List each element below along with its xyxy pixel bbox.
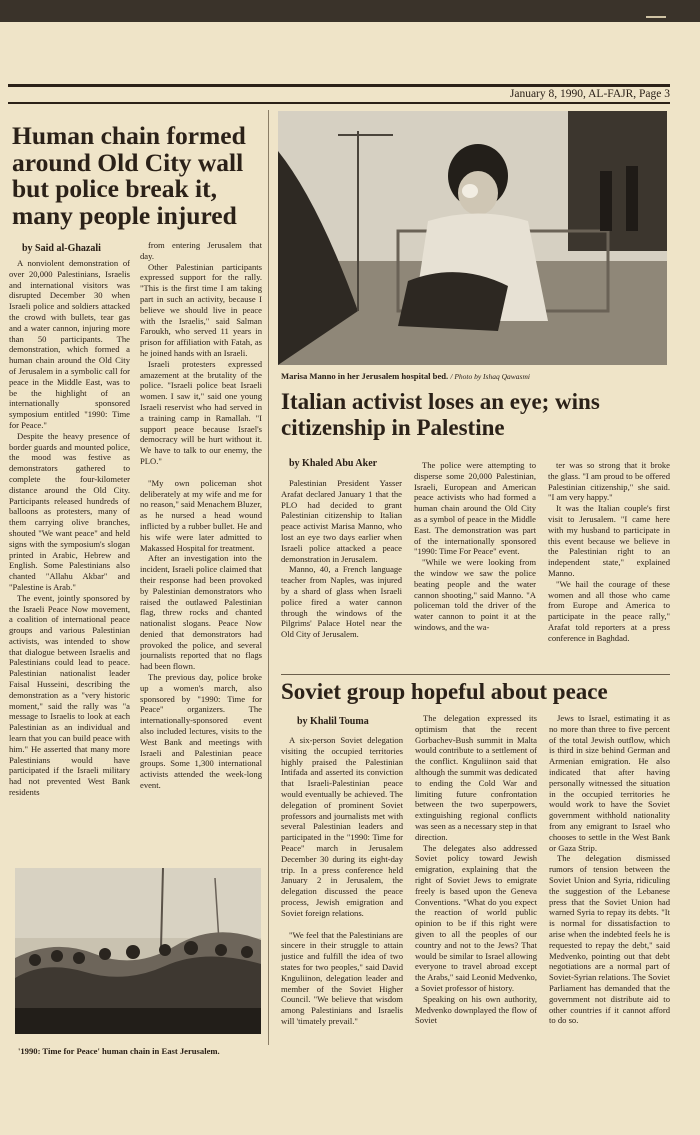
caption-text: Marisa Manno in her Jerusalem hospital bed. — [281, 371, 449, 381]
paragraph: A six-person Soviet delegation visiting the occupied territories highly praised the Palestinian Intifada and asserted its conviction that Israeli-Palestinian peace would eventually be achieved. The delegation of prominent Soviet professors and journalists met with several Palestinian leaders and participated in the "1990: Time for Peace" march in Jerusalem December 30 during its eight-day trip. In a press conference held January 2 in Jerusalem, the delegation discussed the peace process, Jewish emigration and Soviet foreign relations. — [281, 735, 403, 918]
human-chain-photo — [15, 868, 261, 1034]
article2-headline: Italian activist loses an eye; wins citizenship in Palestine — [281, 389, 600, 440]
article3-headline: Soviet group hopeful about peace — [281, 679, 608, 704]
column-divider — [268, 110, 269, 1045]
article1-column-1 — [9, 258, 130, 864]
section-divider — [281, 674, 670, 675]
paragraph: Manno, 40, a French language teacher from Naples, was injured by a shard of glass when Israeli police fired a water cannon through the windows of the Pilgrims' Palace Hotel near the Old City of Jerusalem. — [281, 564, 402, 640]
masthead-rule — [8, 84, 670, 87]
article3-column-2 — [415, 713, 537, 1069]
hospital-photo-caption — [281, 371, 530, 381]
paragraph: "We hail the courage of these women and all those who came from Europe and America to participate in the peace rally," Arafat told reporters at a press conference in Baghdad. — [548, 578, 670, 643]
paragraph: The delegation expressed its optimism that the recent Gorbachev-Bush summit in Malta would contribute to a settlement of the conflict. Knguliinon said that although the summit was dedicated to ending the Cold War and limiting future confrontation between the two superpowers, extinguishing regional conflicts was seen as a necessary step in that direction. — [415, 713, 537, 842]
article3-column-3 — [549, 713, 670, 1069]
paragraph: The previous day, police broke up a women's march, also sponsored by "1990: Time for Peace" organizers. The internationally-sponsored event also included lectures, visits to the West Bank and meetings with Israeli and Palestinian peace groups. Some 1,300 international activists attended the week-long event. — [140, 672, 262, 791]
paragraph: The delegates also addressed Soviet policy toward Jewish emigration, explaining that the right of Soviet Jews to emigrate freely is based upon the Geneva Conventions. "What do you expect the reaction of world public opinion to be if this right were given to all the peoples of our country and not to the Jews? That would be similar to Israel allowing everyone to travel abroad except the Arabs," said Leonid Medvenko, a Soviet professor of history. — [415, 842, 537, 993]
paragraph: The police were attempting to disperse some 20,000 Palestinian, Israeli, European and American peace activists who had formed a human chain around the Old City as a symbol of peace in the Middle East. The demonstration was part of the internationally sponsored "1990: Time For Peace" event. — [414, 460, 536, 557]
article2-column-1 — [281, 478, 402, 666]
paragraph: "We feel that the Palestinians are sincere in their struggle to attain justice and fulfill the idea of two states for two peoples," said David Knguliinon, delegation leader and member of the Soviet Higher Council. "We believe that wisdom among Palestinians and Israelis will 'timately prevail." — [281, 929, 403, 1026]
article2-column-3 — [548, 460, 670, 666]
page-dateline: January 8, 1990, AL-FAJR, Page 3 — [509, 88, 670, 100]
hospital-photo — [278, 111, 667, 365]
article3-byline: by Khalil Touma — [297, 716, 369, 727]
scan-top-edge — [0, 0, 700, 22]
article3-column-1 — [281, 735, 403, 1069]
paragraph: After an investigation into the incident, Israeli police claimed that their response had been provoked by Palestinian demonstrators who raised the outlawed Palestinian flag, threw rocks and chanted nationalist slogans. Peace Now denied that demonstrators had provoked the police, and several journalists reported that no flags had been flown. — [140, 553, 262, 672]
human-chain-caption: '1990: Time for Peace' human chain in East Jerusalem. — [18, 1046, 220, 1056]
edge-mark — [646, 16, 666, 18]
paragraph: A nonviolent demonstration of over 20,000 Palestinians, Israelis and international visitors was disrupted December 30 when Israeli police and soldiers attacked the crowd with bullets, tear gas and a water cannon, injuring more than 50 participants. The demonstration, which formed a human chain around the Old City of Jerusalem in a symbolic call for peace in the Middle East, was to be the highlight of an internationally sponsored symposium entitled "1990: Time for Peace." — [9, 258, 130, 430]
paragraph: The event, jointly sponsored by the Israeli Peace Now movement, a coalition of international peace groups and various Palestinian activists, was intended to show that dialogue between Israelis and Palestinians could lead to peace. Palestinian nationalist leader Faisal Husseini, describing the demonstration as a "very historic moment," said the rally was "a message to Israelis to look at each Palestinian as an individual and learn that you can build peace with him." He asserted that many more Palestinians would have participated if the Israeli military had not prevented West Bank residents — [9, 592, 130, 798]
paragraph: "While we were looking from the window we saw the police beating people and the water cannon shooting," said Manno. "A policeman told the driver of the water cannon to point it at the windows, and the wa- — [414, 557, 536, 632]
header-rule — [8, 102, 670, 104]
paragraph: from entering Jerusalem that day. — [140, 240, 262, 261]
article1-byline: by Said al-Ghazali — [22, 243, 101, 254]
article2-column-2 — [414, 460, 536, 666]
photo-credit: / Photo by Ishaq Qawasmi — [450, 372, 530, 381]
paragraph: Palestinian President Yasser Arafat declared January 1 that the PLO had decided to grant Palestinian citizenship to Italian peace activist Marisa Manno, who lost an eye two days earlier when Israeli police attacked a peace demonstration in Jerusalem. — [281, 478, 402, 564]
paragraph: "My own policeman shot deliberately at my wife and me for no reason," said Menachem Bluzer, as he nursed a head wound inflicted by a rubber bullet. He and his wife were later admitted to Makassed Hospital for treatment. — [140, 477, 262, 553]
paragraph: It was the Italian couple's first visit to Jerusalem. "I came here with my husband to participate in this event because we believe in the Palestinian right to an independent state," explained Manno. — [548, 503, 670, 578]
article1-headline: Human chain formed around Old City wall but police break it, many people injured — [12, 121, 246, 230]
paragraph: Despite the heavy presence of border guards and mounted police, the mood was festive as demonstrators gathered to complete the four-kilometer distance around the Old City. Participants released hundreds of balloons as protesters, many of them carrying olive branches, shouted "We want peace" and held signs with the symposium's slogan printed in Arabic, Hebrew and English. Some Palestinians also chanted "Allahu Akbar" and "Palestine is Arab." — [9, 430, 130, 592]
paragraph: Speaking on his own authority, Medvenko downplayed the flow of Soviet — [415, 993, 537, 1026]
paragraph: ter was so strong that it broke the glass. "I am proud to be offered Palestinian citizenship," she said. "I am very happy." — [548, 460, 670, 503]
article1-column-2 — [140, 240, 262, 862]
paragraph: Other Palestinian participants expressed support for the rally. "This is the first time I am taking part in such an activity, because I believe we should live in peace with the Israelis," said Salman Faroukh, who served 11 years in prison for affiliation with Fatah, as he joined hands with an Israeli. — [140, 261, 262, 358]
paragraph: Israeli protesters expressed amazement at the brutality of the police. "Israeli police beat Israeli women. I saw it," said one young Israeli reservist who had served in a training camp in Ramallah. "I support peace because Israel's democracy will be hurt without it. We have to talk to our enemy, the PLO." — [140, 358, 262, 466]
paragraph: The delegation dismissed rumors of tension between the Soviet Union and Syria, ridiculing the suggestion of the Lebanese press that the Soviet Union had warned Syria to repay its debts. "It is normal for dissatisfaction to arise when the indebted feels he is requested to repay the debt," said Medvenko, pointing out that debt negotiations are a normal part of Soviet-Syrian relations. The Soviet Parliament has demanded that the government not distribute aid to other countries if it cannot afford to do so. — [549, 853, 670, 1026]
article2-byline: by Khaled Abu Aker — [289, 458, 378, 469]
paragraph: Jews to Israel, estimating it as no more than three to five percent of the total Jewish outflow, which is third in size behind German and Armenian emigration. He also indicated that after having personally witnessed the situation in the occupied territories he would work to have the Soviet government withhold nationality from any emigrant to Israel who chooses to settle in the West Bank or Gaza Strip. — [549, 713, 670, 853]
